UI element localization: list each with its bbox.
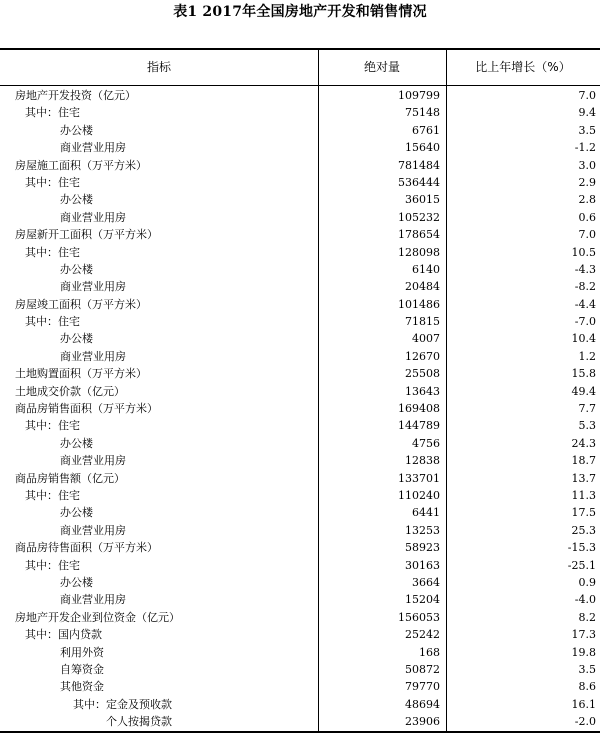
row-indicator: 办公楼 bbox=[60, 193, 93, 207]
header-indicator: 指标 bbox=[146, 60, 171, 74]
table-row bbox=[0, 139, 600, 156]
row-indicator: 办公楼 bbox=[60, 436, 93, 450]
table-row bbox=[0, 313, 600, 330]
table-row bbox=[0, 661, 600, 678]
row-absolute-value: 15640 bbox=[405, 141, 440, 155]
row-growth-percent: 7.0 bbox=[578, 228, 596, 242]
row-growth-percent: 3.0 bbox=[578, 158, 596, 172]
row-growth-percent: 13.7 bbox=[571, 471, 596, 485]
row-absolute-value: 110240 bbox=[398, 488, 440, 502]
row-absolute-value: 6140 bbox=[412, 262, 440, 276]
table-row bbox=[0, 557, 600, 574]
row-indicator: 房地产开发企业到位资金（亿元） bbox=[15, 610, 180, 624]
table-row bbox=[0, 678, 600, 695]
table-row bbox=[0, 226, 600, 243]
row-growth-percent: 0.9 bbox=[578, 575, 596, 589]
row-growth-percent: 2.9 bbox=[578, 175, 596, 189]
row-growth-percent: 17.5 bbox=[571, 506, 596, 520]
row-indicator: 其中：定金及预收款 bbox=[73, 697, 172, 711]
row-absolute-value: 79770 bbox=[405, 680, 440, 694]
row-growth-percent: 7.7 bbox=[578, 402, 596, 416]
row-growth-percent: 0.6 bbox=[578, 210, 596, 224]
row-indicator: 土地购置面积（万平方米） bbox=[15, 367, 147, 381]
row-growth-percent: -4.4 bbox=[574, 297, 596, 311]
row-growth-percent: -8.2 bbox=[574, 280, 596, 294]
row-absolute-value: 30163 bbox=[405, 558, 440, 572]
row-absolute-value: 178654 bbox=[398, 228, 440, 242]
row-indicator: 其中：住宅 bbox=[25, 558, 80, 572]
table-title: 表1 2017年全国房地产开发和销售情况 bbox=[173, 4, 427, 20]
table-body bbox=[0, 86, 600, 731]
table-row bbox=[0, 261, 600, 278]
row-growth-percent: 3.5 bbox=[578, 123, 596, 137]
row-indicator: 商品房销售额（亿元） bbox=[15, 471, 125, 485]
row-absolute-value: 50872 bbox=[405, 662, 440, 676]
row-indicator: 商品房销售面积（万平方米） bbox=[15, 402, 158, 416]
table-row bbox=[0, 522, 600, 539]
table-row bbox=[0, 609, 600, 626]
table-row bbox=[0, 574, 600, 591]
row-indicator: 办公楼 bbox=[60, 332, 93, 346]
row-absolute-value: 12838 bbox=[405, 454, 440, 468]
row-indicator: 办公楼 bbox=[60, 575, 93, 589]
row-absolute-value: 3664 bbox=[412, 575, 440, 589]
row-indicator: 商业营业用房 bbox=[60, 523, 126, 537]
table-row bbox=[0, 452, 600, 469]
table-row bbox=[0, 400, 600, 417]
row-absolute-value: 781484 bbox=[398, 158, 440, 172]
table-row bbox=[0, 435, 600, 452]
row-absolute-value: 6441 bbox=[412, 506, 440, 520]
table-row bbox=[0, 191, 600, 208]
row-growth-percent: 24.3 bbox=[571, 436, 596, 450]
row-absolute-value: 12670 bbox=[405, 349, 440, 363]
table-row bbox=[0, 348, 600, 365]
table-row bbox=[0, 296, 600, 313]
row-indicator: 办公楼 bbox=[60, 262, 93, 276]
row-absolute-value: 156053 bbox=[398, 610, 440, 624]
row-absolute-value: 36015 bbox=[405, 193, 440, 207]
row-indicator: 自筹资金 bbox=[60, 662, 104, 676]
table-row bbox=[0, 713, 600, 730]
table-row bbox=[0, 696, 600, 713]
row-indicator: 房屋新开工面积（万平方米） bbox=[15, 228, 158, 242]
table-row bbox=[0, 244, 600, 261]
row-indicator: 其中：住宅 bbox=[25, 245, 80, 259]
row-absolute-value: 6761 bbox=[412, 123, 440, 137]
table-row bbox=[0, 365, 600, 382]
row-absolute-value: 75148 bbox=[405, 106, 440, 120]
table-row bbox=[0, 330, 600, 347]
row-indicator: 商业营业用房 bbox=[60, 210, 126, 224]
row-absolute-value: 20484 bbox=[405, 280, 440, 294]
row-growth-percent: 7.0 bbox=[578, 89, 596, 102]
row-growth-percent: -25.1 bbox=[567, 558, 596, 572]
row-growth-percent: 10.5 bbox=[571, 245, 596, 259]
row-growth-percent: 3.5 bbox=[578, 662, 596, 676]
row-absolute-value: 25242 bbox=[405, 628, 440, 642]
row-indicator: 商业营业用房 bbox=[60, 454, 126, 468]
row-indicator: 其中：住宅 bbox=[25, 419, 80, 433]
table-row bbox=[0, 487, 600, 504]
table-row bbox=[0, 644, 600, 661]
row-growth-percent: 18.7 bbox=[571, 454, 596, 468]
row-growth-percent: 10.4 bbox=[571, 332, 596, 346]
row-growth-percent: -4.3 bbox=[574, 262, 596, 276]
table-row bbox=[0, 539, 600, 556]
row-growth-percent: 2.8 bbox=[578, 193, 596, 207]
row-indicator: 其中：国内贷款 bbox=[25, 628, 102, 642]
row-growth-percent: -2.0 bbox=[574, 715, 596, 729]
row-growth-percent: 16.1 bbox=[571, 697, 596, 711]
table-row bbox=[0, 470, 600, 487]
row-indicator: 个人按揭贷款 bbox=[106, 715, 172, 729]
row-growth-percent: 5.3 bbox=[578, 419, 596, 433]
row-absolute-value: 168 bbox=[419, 645, 440, 659]
table-row bbox=[0, 157, 600, 174]
row-absolute-value: 58923 bbox=[405, 541, 440, 555]
row-growth-percent: 25.3 bbox=[571, 523, 596, 537]
table-row bbox=[0, 591, 600, 608]
row-absolute-value: 536444 bbox=[398, 175, 440, 189]
row-indicator: 办公楼 bbox=[60, 123, 93, 137]
row-indicator: 商业营业用房 bbox=[60, 280, 126, 294]
row-growth-percent: 49.4 bbox=[571, 384, 596, 398]
data-table bbox=[0, 48, 600, 733]
row-absolute-value: 128098 bbox=[398, 245, 440, 259]
row-indicator: 房屋竣工面积（万平方米） bbox=[15, 297, 147, 311]
row-absolute-value: 71815 bbox=[405, 315, 440, 329]
row-indicator: 其中：住宅 bbox=[25, 175, 80, 189]
row-growth-percent: 8.6 bbox=[578, 680, 596, 694]
row-absolute-value: 48694 bbox=[405, 697, 440, 711]
row-growth-percent: 17.3 bbox=[571, 628, 596, 642]
row-absolute-value: 105232 bbox=[398, 210, 440, 224]
row-indicator: 其中：住宅 bbox=[25, 106, 80, 120]
row-indicator: 商业营业用房 bbox=[60, 593, 126, 607]
row-growth-percent: -15.3 bbox=[567, 541, 596, 555]
row-absolute-value: 23906 bbox=[405, 715, 440, 729]
row-indicator: 房地产开发投资（亿元） bbox=[15, 89, 136, 102]
row-growth-percent: 11.3 bbox=[571, 488, 596, 502]
header-absolute: 绝对量 bbox=[363, 60, 400, 74]
table-row bbox=[0, 104, 600, 121]
table-header bbox=[0, 50, 600, 86]
row-growth-percent: 9.4 bbox=[578, 106, 596, 120]
table-row bbox=[0, 626, 600, 643]
table-row bbox=[0, 278, 600, 295]
row-absolute-value: 101486 bbox=[398, 297, 440, 311]
header-growth: 比上年增长（%） bbox=[475, 60, 571, 74]
table-row bbox=[0, 87, 600, 104]
row-absolute-value: 13643 bbox=[405, 384, 440, 398]
table-row bbox=[0, 383, 600, 400]
row-growth-percent: 8.2 bbox=[578, 610, 596, 624]
row-indicator: 其他资金 bbox=[60, 680, 104, 694]
row-absolute-value: 144789 bbox=[398, 419, 440, 433]
row-indicator: 办公楼 bbox=[60, 506, 93, 520]
row-indicator: 房屋施工面积（万平方米） bbox=[15, 158, 147, 172]
row-growth-percent: -7.0 bbox=[574, 315, 596, 329]
row-absolute-value: 109799 bbox=[398, 89, 440, 102]
row-indicator: 商品房待售面积（万平方米） bbox=[15, 541, 158, 555]
table-row bbox=[0, 417, 600, 434]
row-absolute-value: 4007 bbox=[412, 332, 440, 346]
table-row bbox=[0, 122, 600, 139]
table-row bbox=[0, 209, 600, 226]
row-indicator: 利用外资 bbox=[60, 645, 104, 659]
table-row bbox=[0, 174, 600, 191]
row-absolute-value: 133701 bbox=[398, 471, 440, 485]
row-indicator: 商业营业用房 bbox=[60, 141, 126, 155]
row-absolute-value: 13253 bbox=[405, 523, 440, 537]
row-growth-percent: 15.8 bbox=[571, 367, 596, 381]
row-growth-percent: -4.0 bbox=[574, 593, 596, 607]
row-growth-percent: 19.8 bbox=[571, 645, 596, 659]
table-row bbox=[0, 504, 600, 521]
row-indicator: 商业营业用房 bbox=[60, 349, 126, 363]
row-growth-percent: -1.2 bbox=[574, 141, 596, 155]
row-indicator: 其中：住宅 bbox=[25, 315, 80, 329]
row-absolute-value: 25508 bbox=[405, 367, 440, 381]
row-absolute-value: 4756 bbox=[412, 436, 440, 450]
row-indicator: 土地成交价款（亿元） bbox=[15, 384, 125, 398]
row-absolute-value: 15204 bbox=[405, 593, 440, 607]
row-growth-percent: 1.2 bbox=[578, 349, 596, 363]
row-absolute-value: 169408 bbox=[398, 402, 440, 416]
row-indicator: 其中：住宅 bbox=[25, 488, 80, 502]
